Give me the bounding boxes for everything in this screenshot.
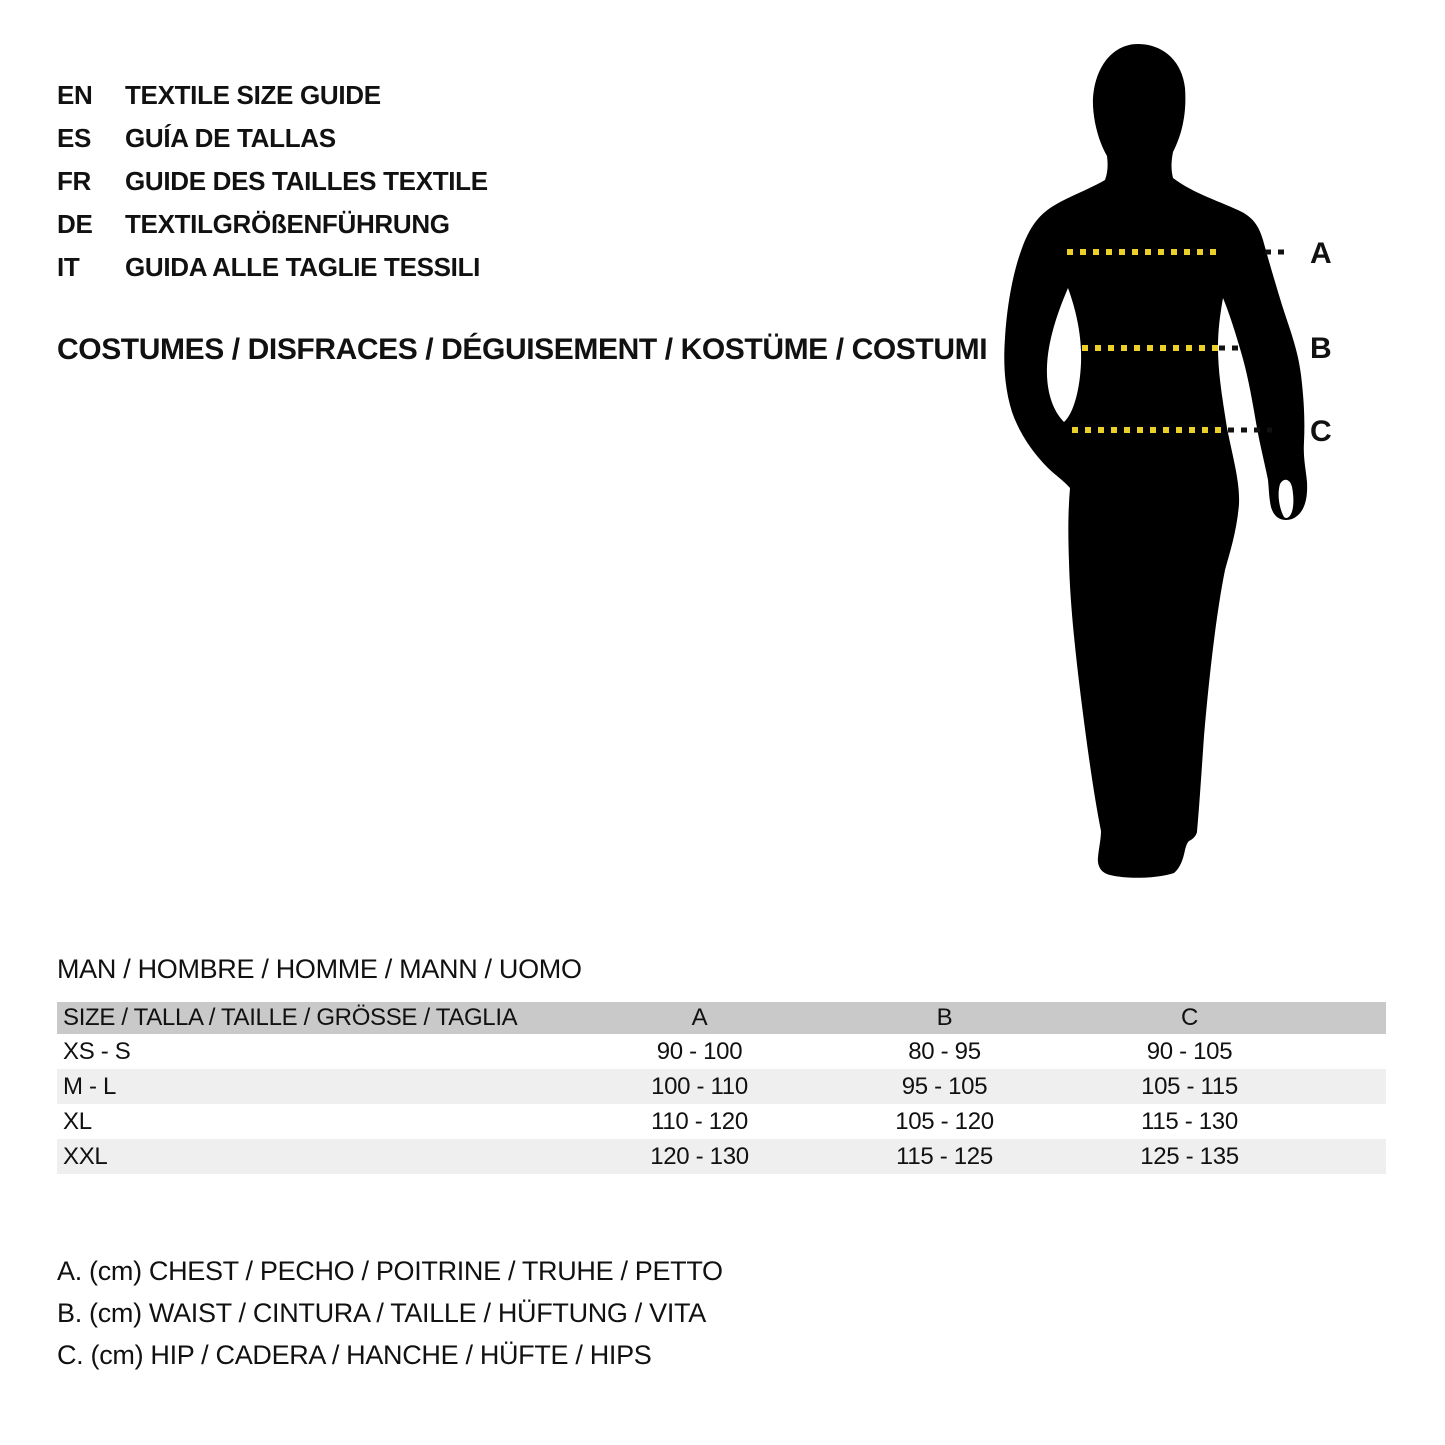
language-code: EN [57, 80, 93, 110]
hip-cell: 105 - 115 [1141, 1072, 1238, 1100]
size-cell: M - L [63, 1072, 117, 1100]
measurement-figure [960, 30, 1440, 930]
size-cell: XS - S [63, 1037, 131, 1065]
chest-marker-label: A [1310, 237, 1332, 270]
size-table-header-c: C [1180, 1004, 1198, 1031]
language-code: FR [57, 166, 92, 196]
chest-cell: 110 - 120 [651, 1107, 748, 1135]
waist-cell: 80 - 95 [908, 1037, 981, 1065]
language-label: GUIDA ALLE TAGLIE TESSILI [125, 252, 481, 282]
language-code: IT [57, 252, 80, 282]
measurement-legend [57, 1250, 723, 1376]
chest-cell: 100 - 110 [651, 1072, 748, 1100]
man-silhouette-icon [1004, 44, 1307, 878]
chest-cell: 120 - 130 [650, 1142, 749, 1170]
size-table-header-size: SIZE / TALLA / TAILLE / GRÖSSE / TAGLIA [63, 1004, 518, 1031]
legend-line-chest: A. (cm) CHEST / PECHO / POITRINE / TRUHE / PETTO [57, 1256, 723, 1286]
hip-cell: 90 - 105 [1146, 1037, 1233, 1065]
size-cell: XXL [63, 1142, 108, 1170]
section-heading-man: MAN / HOMBRE / HOMME / MANN / UOMO [57, 954, 582, 984]
language-label: TEXTILE SIZE GUIDE [125, 80, 381, 110]
language-code: DE [57, 209, 93, 239]
language-row-fr [57, 160, 488, 203]
language-list [57, 74, 488, 289]
waist-cell: 115 - 125 [896, 1142, 993, 1170]
waist-marker-label: B [1310, 332, 1332, 365]
language-label: GUÍA DE TALLAS [125, 123, 336, 153]
legend-line-waist: B. (cm) WAIST / CINTURA / TAILLE / HÜFTUNG / VITA [57, 1298, 706, 1328]
size-table-header-row [57, 1002, 1386, 1034]
language-code: ES [57, 123, 92, 153]
language-label: TEXTILGRÖßENFÜHRUNG [125, 209, 450, 239]
language-row-de [57, 203, 488, 246]
legend-line-hip: C. (cm) HIP / CADERA / HANCHE / HÜFTE / HIPS [57, 1340, 652, 1370]
table-row-xxl [57, 1139, 1386, 1174]
table-row-xl [57, 1104, 1386, 1139]
waist-cell: 105 - 120 [895, 1107, 994, 1135]
language-row-en [57, 74, 488, 117]
size-cell: XL [63, 1107, 92, 1135]
hip-marker-label: C [1310, 415, 1332, 448]
size-table [57, 1002, 1386, 1174]
language-row-es [57, 117, 488, 160]
hip-cell: 125 - 135 [1140, 1142, 1239, 1170]
chest-cell: 90 - 100 [656, 1037, 743, 1065]
table-row-m-l [57, 1069, 1386, 1104]
language-label: GUIDE DES TAILLES TEXTILE [125, 166, 488, 196]
waist-cell: 95 - 105 [901, 1072, 988, 1100]
size-table-header-a: A [691, 1004, 708, 1031]
category-heading: COSTUMES / DISFRACES / DÉGUISEMENT / KOSTÜME / COSTUMI [57, 333, 988, 366]
language-row-it [57, 246, 488, 289]
table-row-xs-s [57, 1034, 1386, 1069]
hip-cell: 115 - 130 [1141, 1107, 1238, 1135]
size-table-header-b: B [936, 1004, 953, 1031]
